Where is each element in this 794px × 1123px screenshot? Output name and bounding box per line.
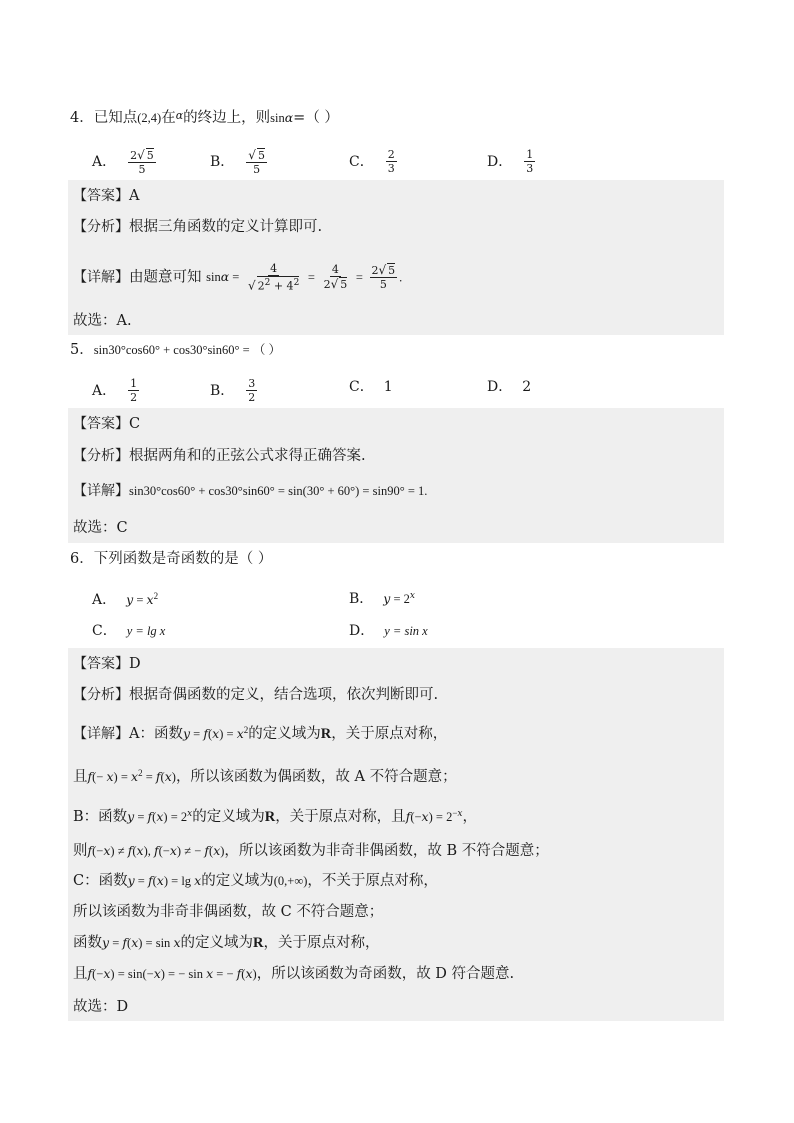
question-5-option-a: A． $\frac{1}{2}$ (92, 377, 138, 404)
analysis-5: 【分析】根据两角和的正弦公式求得正确答案. (73, 448, 366, 464)
question-4-option-b: B． $\frac{√ 5}{5}$ (210, 148, 265, 176)
answer-block-4 (68, 180, 724, 335)
detail-6-line-8: 且f(−x) = sin(−x) = − sin x = − f(x)，所以该函数为奇函数，故 D 符合题意. (73, 966, 515, 982)
question-5-option-b: B． $\frac{3}{2}$ (210, 377, 256, 404)
detail-6-line-6: 所以该函数为非奇非偶函数，故 C 不符合题意； (73, 904, 384, 920)
detail-6-line-4: 则f(−x) ≠ f(x), f(−x) ≠ − f(x)，所以该函数为非奇非偶函数，故 B 不符合题意； (73, 843, 549, 859)
detail-6-line-5: C：函数y = f(x) = lg x的定义域为(0,+∞)，不关于原点对称， (73, 873, 438, 889)
analysis-4: 【分析】根据三角函数的定义计算即可. (73, 219, 323, 235)
conclusion-4: 故选：A. (73, 313, 132, 329)
detail-6-line-7: 函数y = f(x) = sin x的定义域为R，关于原点对称， (73, 935, 380, 951)
detail-6-line-1: 【详解】A：函数$y = f(x) = x^2$的定义域为R，关于原点对称， (73, 725, 448, 743)
question-4-option-a: A． $\frac{2√ 5}{5}$ (92, 148, 154, 176)
question-4-option-d: D． $\frac{1}{3}$ (487, 148, 534, 175)
detail-5: 【详解】sin30°cos60° + cos30°sin60° = sin(30° + 60°) = sin90° = 1. (73, 483, 428, 499)
answer-6: 【答案】D (73, 656, 141, 672)
question-4-stem: 4．已知点(2,4)在$^\alpha$的终边上，则sinα=（ ） (70, 109, 339, 126)
question-4-option-c: C． $\frac{2}{3}$ (349, 148, 395, 175)
conclusion-6: 故选：D (73, 999, 129, 1015)
answer-block-5 (68, 408, 724, 543)
answer-5: 【答案】C (73, 416, 141, 432)
detail-4: 【详解】由题意可知 sinα = $\frac{4}{√ 2^2 + 4^2}$ = $\frac{4}{2√ 5}$ = $\frac{2√ 5}{5}$ . (73, 262, 403, 293)
question-6-option-d: D． y = sin x (349, 623, 428, 639)
answer-4: 【答案】A (73, 188, 140, 204)
question-6-option-a: A． $y = x^2$ (92, 591, 159, 609)
question-6-option-b: B． $y = 2^x$ (349, 591, 415, 608)
question-5-stem: 5．sin30°cos60° + cos30°sin60° = （ ） (70, 342, 281, 358)
detail-6-line-2: 且$f(- x) = x^2 = f(x)$，所以该函数为偶函数，故 A 不符合题意； (73, 768, 457, 786)
analysis-6: 【分析】根据奇偶函数的定义，结合选项，依次判断即可. (73, 687, 439, 703)
detail-6-line-3: B：函数$y = f(x) = 2^x$的定义域为R，关于原点对称，且$f(-x) = 2^{-x}$， (73, 808, 477, 826)
question-5-option-c: C． 1 (349, 379, 393, 395)
question-6-option-c: C． y = lg x (92, 623, 166, 639)
question-5-option-d: D． 2 (487, 379, 532, 395)
question-6-stem: 6．下列函数是奇函数的是（ ） (70, 551, 273, 567)
conclusion-5: 故选：C (73, 520, 128, 536)
